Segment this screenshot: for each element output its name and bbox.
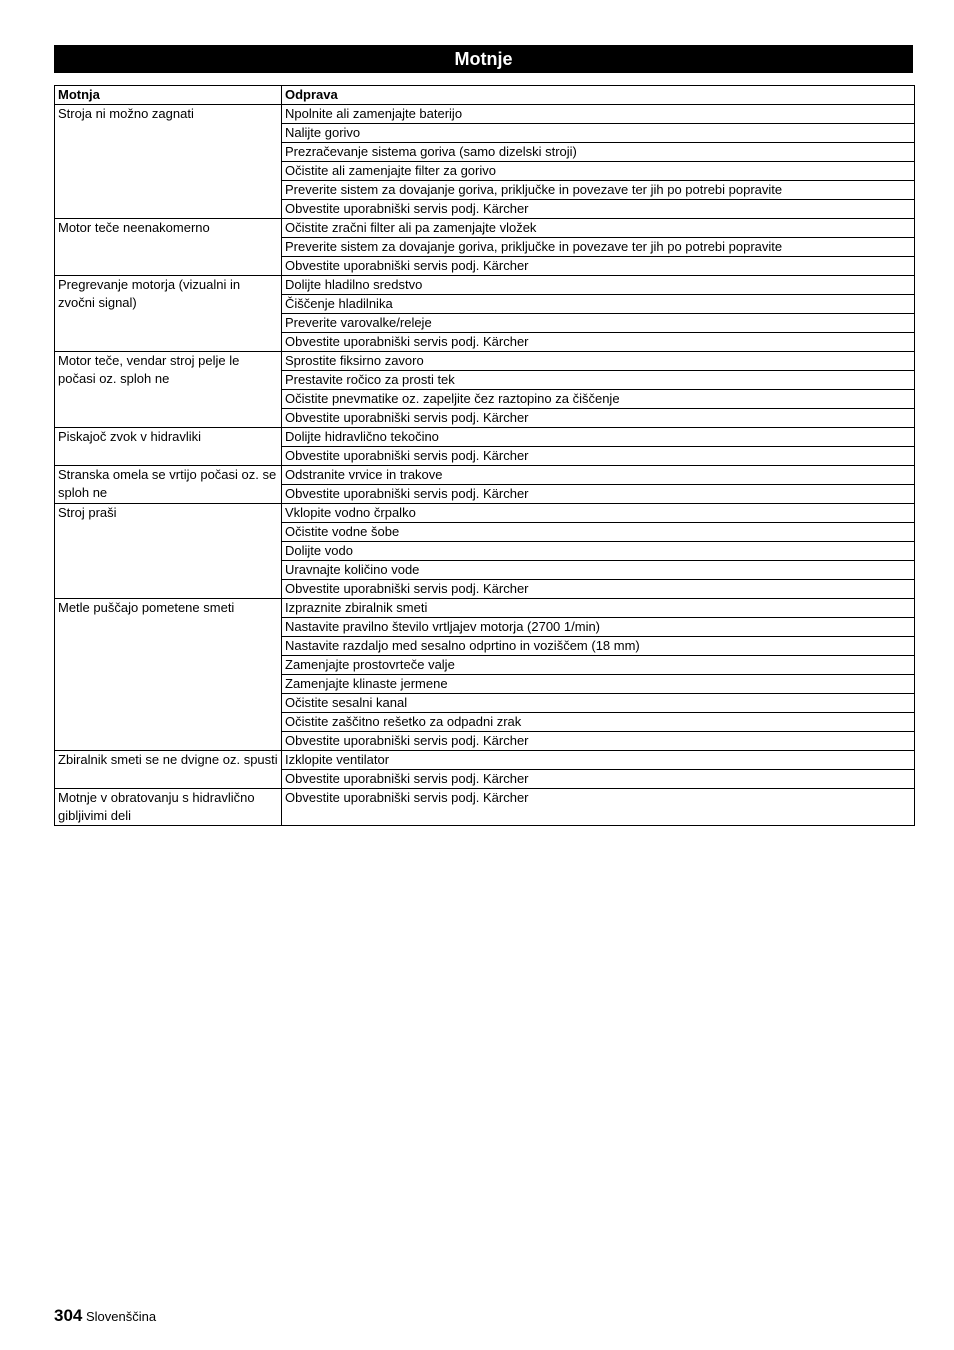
remedy-cell: Obvestite uporabniški servis podj. Kärcher (282, 580, 915, 599)
fault-cell: Piskajoč zvok v hidravliki (55, 428, 282, 466)
table-row (55, 219, 915, 238)
fault-cell: Metle puščajo pometene smeti (55, 599, 282, 751)
header-fault: Motnja (55, 86, 282, 105)
table-header-row (55, 86, 915, 105)
remedy-cell: Obvestite uporabniški servis podj. Kärcher (282, 732, 915, 751)
table-row (55, 599, 915, 618)
remedy-cell: Vklopite vodno črpalko (282, 504, 915, 523)
fault-cell: Motor teče neenakomerno (55, 219, 282, 276)
remedy-cell: Prestavite ročico za prosti tek (282, 371, 915, 390)
table-row (55, 789, 915, 826)
remedy-cell: Izpraznite zbiralnik smeti (282, 599, 915, 618)
table-row (55, 466, 915, 485)
troubleshooting-table (54, 85, 915, 826)
remedy-cell: Izklopite ventilator (282, 751, 915, 770)
remedy-cell: Dolijte hladilno sredstvo (282, 276, 915, 295)
remedy-cell: Obvestite uporabniški servis podj. Kärcher (282, 257, 915, 276)
footer-language: Slovenščina (86, 1309, 157, 1324)
remedy-cell: Obvestite uporabniški servis podj. Kärcher (282, 333, 915, 352)
remedy-cell: Očistite pnevmatike oz. zapeljite čez raztopino za čiščenje (282, 390, 915, 409)
fault-cell: Stranska omela se vrtijo počasi oz. se sploh ne (55, 466, 282, 504)
remedy-cell: Nastavite razdaljo med sesalno odprtino in vozišč​em (18 mm) (282, 637, 915, 656)
remedy-cell: Zamenjajte prostovrteče valje (282, 656, 915, 675)
table-row (55, 105, 915, 124)
remedy-cell: Nalijte gorivo (282, 124, 915, 143)
header-remedy: Odprava (282, 86, 915, 105)
remedy-cell: Uravnajte količino vode (282, 561, 915, 580)
remedy-cell: Obvestite uporabniški servis podj. Kärcher (282, 789, 915, 826)
table-row (55, 751, 915, 770)
remedy-cell: Dolijte hidravlično tekočino (282, 428, 915, 447)
remedy-cell: Obvestite uporabniški servis podj. Kärcher (282, 770, 915, 789)
fault-cell: Motnje v obratovanju s hidravlično gibljivimi deli (55, 789, 282, 826)
remedy-cell: Očistite ali zamenjajte filter za gorivo (282, 162, 915, 181)
remedy-cell: Preverite sistem za dovajanje goriva, priključke in povezave ter jih po potrebi popravite (282, 238, 915, 257)
remedy-cell: Odstranite vrvice in trakove (282, 466, 915, 485)
remedy-cell: Nastavite pravilno število vrtljajev motorja (2700 1/min) (282, 618, 915, 637)
remedy-cell: Čiščenje hladilnika (282, 295, 915, 314)
remedy-cell: Očistite vodne šobe (282, 523, 915, 542)
table-body (55, 105, 915, 826)
remedy-cell: Preverite sistem za dovajanje goriva, priključke in povezave ter jih po potrebi popravite (282, 181, 915, 200)
remedy-cell: Očistite zaščitno rešetko za odpadni zrak (282, 713, 915, 732)
page-number: 304 (54, 1306, 83, 1325)
remedy-cell: Očistite zračni filter ali pa zamenjajte vložek (282, 219, 915, 238)
fault-cell: Zbiralnik smeti se ne dvigne oz. spusti (55, 751, 282, 789)
remedy-cell: Prezračevanje sistema goriva (samo dizelski stroji) (282, 143, 915, 162)
remedy-cell: Očistite sesalni kanal (282, 694, 915, 713)
remedy-cell: Obvestite uporabniški servis podj. Kärcher (282, 485, 915, 504)
table-row (55, 352, 915, 371)
remedy-cell: Npolnite ali zamenjajte baterijo (282, 105, 915, 124)
remedy-cell: Obvestite uporabniški servis podj. Kärcher (282, 200, 915, 219)
fault-cell: Stroja ni možno zagnati (55, 105, 282, 219)
table-row (55, 276, 915, 295)
remedy-cell: Sprostite fiksirno zavoro (282, 352, 915, 371)
remedy-cell: Preverite varovalke/releje (282, 314, 915, 333)
fault-cell: Stroj praši (55, 504, 282, 599)
remedy-cell: Zamenjajte klinaste jermene (282, 675, 915, 694)
fault-cell: Pregrevanje motorja (vizualni in zvočni signal) (55, 276, 282, 352)
remedy-cell: Dolijte vodo (282, 542, 915, 561)
remedy-cell: Obvestite uporabniški servis podj. Kärcher (282, 447, 915, 466)
page-title: Motnje (54, 45, 913, 73)
page-footer (54, 1306, 156, 1327)
remedy-cell: Obvestite uporabniški servis podj. Kärcher (282, 409, 915, 428)
table-row (55, 504, 915, 523)
table-row (55, 428, 915, 447)
fault-cell: Motor teče, vendar stroj pelje le počasi oz. sploh ne (55, 352, 282, 428)
